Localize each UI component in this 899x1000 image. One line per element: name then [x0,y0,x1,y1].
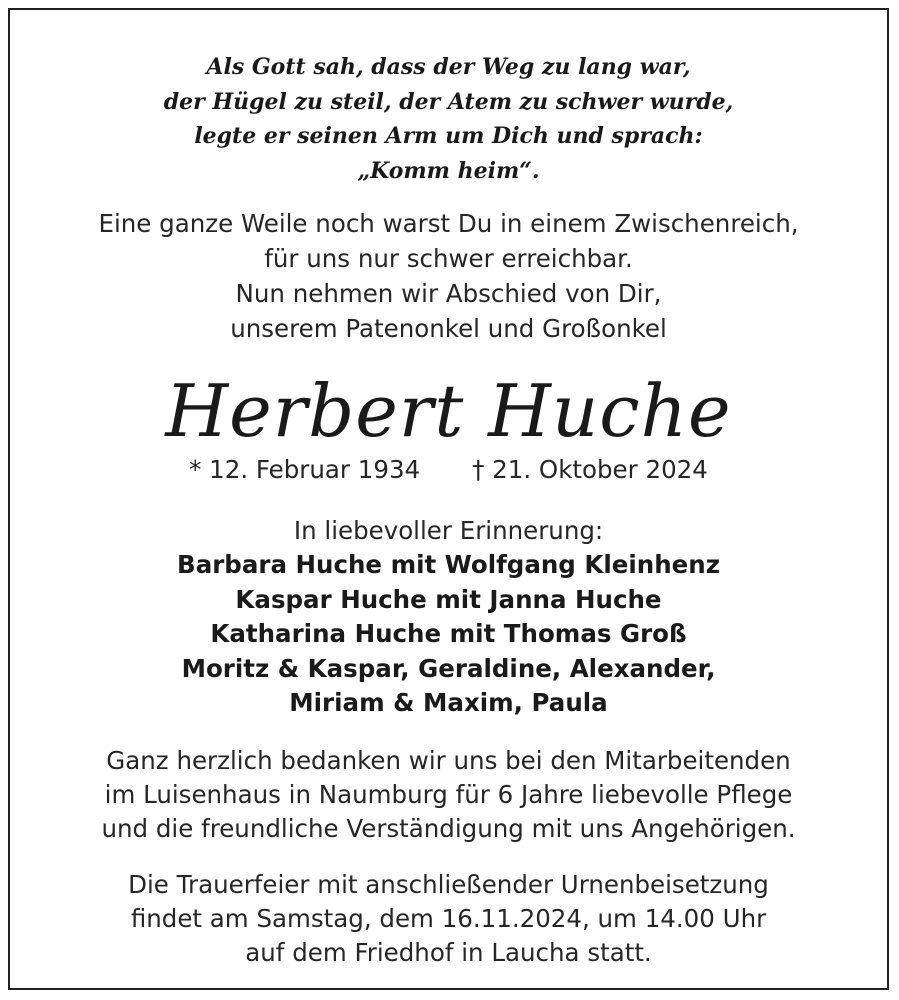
thanks-line: Ganz herzlich bedanken wir uns bei den Mitarbeitenden [106,746,791,775]
funeral-details [10,868,887,970]
mourner-line: Miriam & Maxim, Paula [289,688,608,717]
poem-verse [10,50,887,188]
thanks-line: und die freundliche Verständigung mit uns Angehörigen. [101,814,796,843]
deceased-name: Herbert Huche [165,369,732,453]
verse-line: „Komm heim“. [357,157,540,184]
intro-line: unserem Patenonkel und Großonkel [230,314,667,343]
memory-heading: In liebevoller Erinnerung: [293,516,604,545]
life-dates [10,454,887,486]
farewell-intro [10,206,887,346]
verse-line: der Hügel zu steil, der Atem zu schwer wurde, [163,88,734,115]
verse-line: legte er seinen Arm um Dich und sprach: [194,123,703,149]
thanks-line: im Luisenhaus in Naumburg für 6 Jahre liebevolle Pflege [104,780,793,809]
verse-line: Als Gott sah, dass der Weg zu lang war, [206,54,691,80]
intro-line: für uns nur schwer erreichbar. [264,244,633,273]
birth-date: * 12. Februar 1934 [189,455,421,484]
funeral-line: auf dem Friedhof in Laucha statt. [245,938,652,967]
death-date: † 21. Oktober 2024 [472,455,708,484]
obituary-notice [8,8,889,990]
intro-line: Nun nehmen wir Abschied von Dir, [235,279,662,308]
mourner-line: Moritz & Kaspar, Geraldine, Alexander, [181,653,716,683]
funeral-line: findet am Samstag, dem 16.11.2024, um 14.00 Uhr [130,904,767,933]
funeral-line: Die Trauerfeier mit anschließender Urnenbeisetzung [128,870,769,899]
thanks-paragraph [10,744,887,846]
mourners-list [10,548,887,721]
mourner-line: Barbara Huche mit Wolfgang Kleinhenz [177,550,720,579]
mourner-line: Katharina Huche mit Thomas Groß [210,619,687,648]
mourner-line: Kaspar Huche mit Janna Huche [235,584,662,614]
intro-line: Eine ganze Weile noch warst Du in einem Zwischenreich, [98,209,799,238]
